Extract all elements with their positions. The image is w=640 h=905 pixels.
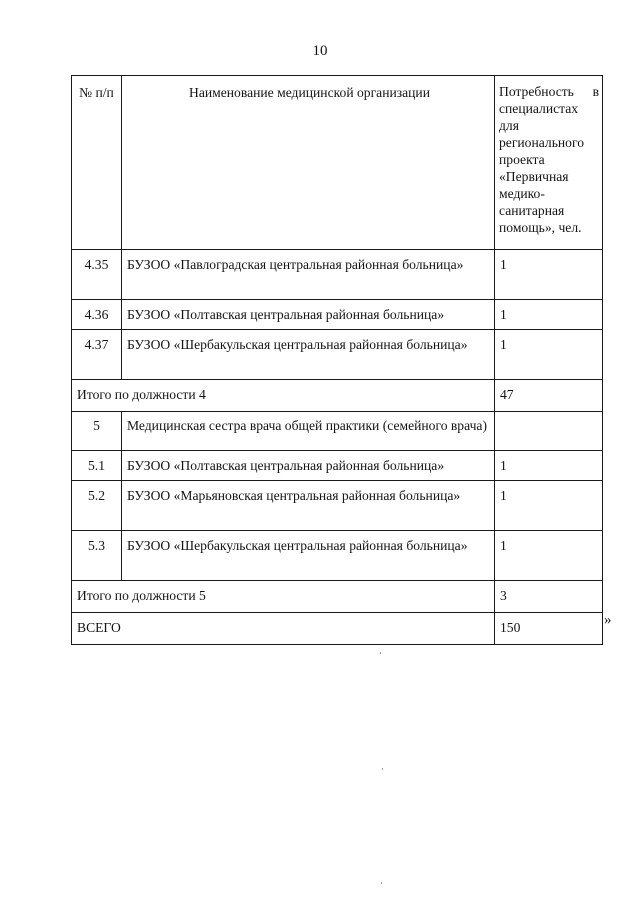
subtotal-value: 3	[495, 581, 603, 613]
row-need: 1	[495, 481, 603, 531]
subtotal-value: 47	[495, 380, 603, 412]
row-number: 4.37	[72, 330, 122, 380]
subtotal-row	[72, 581, 603, 613]
row-organization: БУЗОО «Шербакульская центральная районная больница»	[122, 531, 495, 581]
row-need: 1	[495, 300, 603, 330]
scan-speck	[380, 652, 381, 654]
row-need: 1	[495, 451, 603, 481]
row-need: 1	[495, 531, 603, 581]
table-row	[72, 451, 603, 481]
subtotal-row	[72, 380, 603, 412]
row-organization: БУЗОО «Полтавская центральная районная больница»	[122, 451, 495, 481]
scan-speck	[382, 768, 383, 770]
row-number: 4.35	[72, 250, 122, 300]
page-number: 10	[312, 43, 328, 59]
grand-total-label: ВСЕГО	[72, 613, 495, 645]
staffing-needs-table	[71, 75, 603, 645]
subtotal-label: Итого по должности 5	[72, 581, 495, 613]
row-number: 5.3	[72, 531, 122, 581]
closing-quote: »	[604, 612, 612, 628]
table-row	[72, 300, 603, 330]
subtotal-label: Итого по должности 4	[72, 380, 495, 412]
header-need: Потребность в специалистах для регионального проекта «Первичная медико-санитарная помощь», чел.	[495, 76, 603, 250]
header-organization: Наименование медицинской организации	[122, 76, 495, 250]
grand-total-value: 150	[495, 613, 603, 645]
row-organization: БУЗОО «Полтавская центральная районная больница»	[122, 300, 495, 330]
table-row	[72, 481, 603, 531]
row-need: 1	[495, 330, 603, 380]
row-number: 5.2	[72, 481, 122, 531]
section-need	[495, 412, 603, 451]
row-number: 5.1	[72, 451, 122, 481]
section-number: 5	[72, 412, 122, 451]
row-need: 1	[495, 250, 603, 300]
table-row	[72, 531, 603, 581]
table-row	[72, 330, 603, 380]
header-number: № п/п	[72, 76, 122, 250]
grand-total-row	[72, 613, 603, 645]
row-organization: БУЗОО «Марьяновская центральная районная больница»	[122, 481, 495, 531]
row-organization: БУЗОО «Павлоградская центральная районная больница»	[122, 250, 495, 300]
section-row	[72, 412, 603, 451]
table-header-row	[72, 76, 603, 250]
row-organization: БУЗОО «Шербакульская центральная районная больница»	[122, 330, 495, 380]
row-number: 4.36	[72, 300, 122, 330]
table-row	[72, 250, 603, 300]
section-title: Медицинская сестра врача общей практики (семейного врача)	[122, 412, 495, 451]
scan-speck	[381, 882, 382, 884]
